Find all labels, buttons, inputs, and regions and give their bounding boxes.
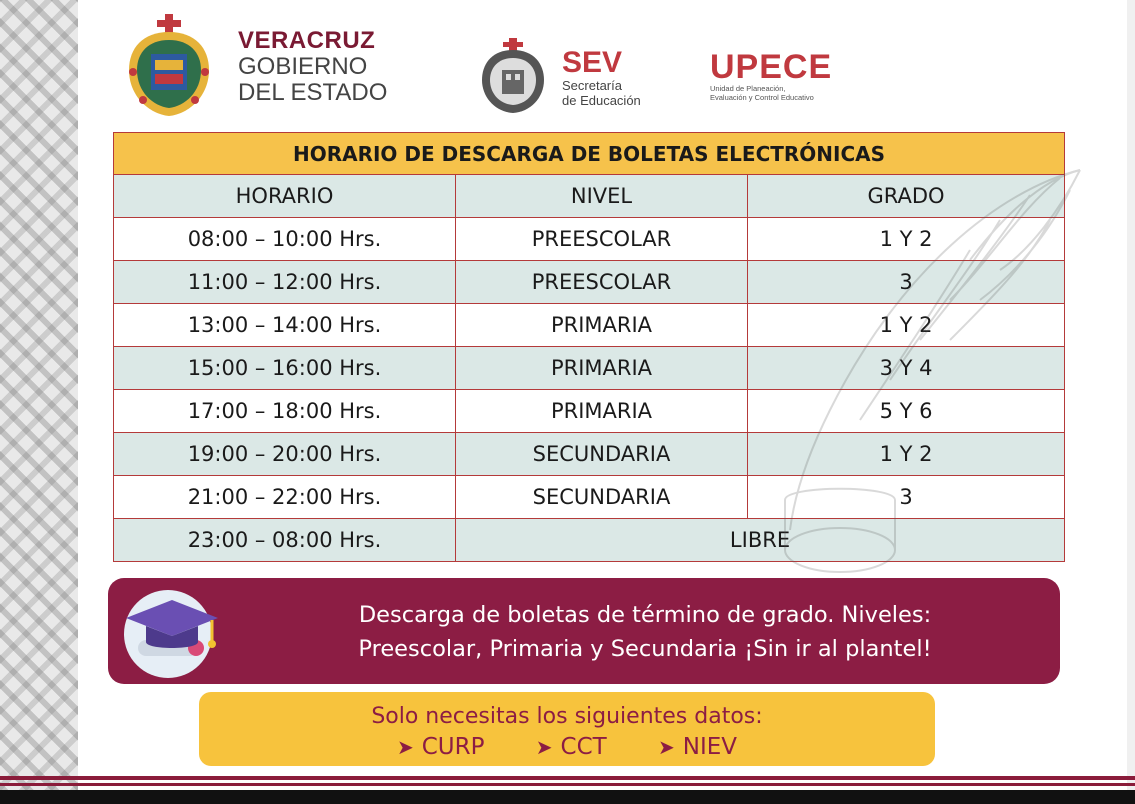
cell-grado: 1 Y 2 (748, 218, 1065, 261)
cell-grado: 5 Y 6 (748, 390, 1065, 433)
requirement-item-niev (658, 734, 737, 760)
schedule-table (113, 132, 1065, 562)
column-header-grado: GRADO (748, 175, 1065, 218)
table-row-libre (114, 519, 1065, 562)
bottom-divider-bottom (0, 783, 1135, 786)
table-row (114, 390, 1065, 433)
sev-subtitle-1: Secretaría (562, 78, 622, 93)
cell-grado: 1 Y 2 (748, 433, 1065, 476)
sev-subtitle-2: de Educación (562, 93, 641, 108)
right-edge (1127, 0, 1135, 790)
cell-grado: 3 (748, 476, 1065, 519)
cell-horario: 23:00 – 08:00 Hrs. (114, 519, 456, 562)
table-row (114, 433, 1065, 476)
bottom-black-strip (0, 790, 1135, 804)
column-header-horario: HORARIO (114, 175, 456, 218)
banner-line-2: Preescolar, Primaria y Secundaria ¡Sin ir al plantel! (358, 636, 932, 662)
table-row (114, 476, 1065, 519)
table-row (114, 347, 1065, 390)
table-row (114, 304, 1065, 347)
cell-nivel: PRIMARIA (456, 304, 748, 347)
requirements-title: Solo necesitas los siguientes datos: (371, 704, 763, 729)
cell-grado: 3 Y 4 (748, 347, 1065, 390)
gobierno-line3: DEL ESTADO (238, 79, 388, 106)
sev-shield-logo (478, 38, 548, 114)
cell-horario: 15:00 – 16:00 Hrs. (114, 347, 456, 390)
gobierno-line1: VERACRUZ (238, 27, 376, 54)
arrow-right-icon: ➤ (658, 735, 675, 759)
requirement-label: CURP (421, 734, 485, 760)
gobierno-line2: GOBIERNO (238, 53, 368, 80)
arrow-right-icon: ➤ (535, 735, 553, 759)
cell-nivel: SECUNDARIA (456, 476, 748, 519)
column-header-nivel: NIVEL (456, 175, 748, 218)
requirement-item-curp (397, 734, 485, 760)
cell-horario: 17:00 – 18:00 Hrs. (114, 390, 456, 433)
banner-text (250, 598, 1040, 666)
cell-horario: 08:00 – 10:00 Hrs. (114, 218, 456, 261)
cell-grado: 1 Y 2 (748, 304, 1065, 347)
upece-subtitle-2: Evaluación y Control Educativo (710, 93, 814, 102)
requirement-label: CCT (560, 734, 607, 760)
upece-title: UPECE (710, 48, 833, 86)
cell-nivel: PRIMARIA (456, 347, 748, 390)
table-row (114, 218, 1065, 261)
veracruz-seal-logo (123, 12, 215, 120)
cell-nivel: PRIMARIA (456, 390, 748, 433)
upece-wordmark (710, 50, 832, 102)
sev-title: SEV (562, 46, 623, 79)
arrow-right-icon: ➤ (396, 735, 414, 759)
graduation-cap-diploma-icon (116, 584, 224, 680)
banner-line-1: Descarga de boletas de término de grado. Niveles: (358, 602, 932, 628)
cell-horario: 21:00 – 22:00 Hrs. (114, 476, 456, 519)
cell-libre: LIBRE (456, 519, 1065, 562)
cell-horario: 11:00 – 12:00 Hrs. (114, 261, 456, 304)
requirements-list (199, 734, 935, 760)
cell-nivel: PREESCOLAR (456, 261, 748, 304)
cell-nivel: PREESCOLAR (456, 218, 748, 261)
decorative-greca-border (0, 0, 78, 790)
upece-subtitle-1: Unidad de Planeación, (710, 84, 786, 93)
cell-horario: 13:00 – 14:00 Hrs. (114, 304, 456, 347)
table-header-row (114, 175, 1065, 218)
bottom-divider-top (0, 776, 1135, 780)
cell-nivel: SECUNDARIA (456, 433, 748, 476)
cell-horario: 19:00 – 20:00 Hrs. (114, 433, 456, 476)
gobierno-wordmark (238, 28, 387, 106)
requirement-item-cct (536, 734, 607, 760)
table-title: HORARIO DE DESCARGA DE BOLETAS ELECTRÓNICAS (114, 133, 1065, 175)
sev-wordmark (562, 48, 641, 108)
cell-grado: 3 (748, 261, 1065, 304)
table-row (114, 261, 1065, 304)
requirement-label: NIEV (682, 734, 738, 760)
table-title-row (114, 133, 1065, 175)
